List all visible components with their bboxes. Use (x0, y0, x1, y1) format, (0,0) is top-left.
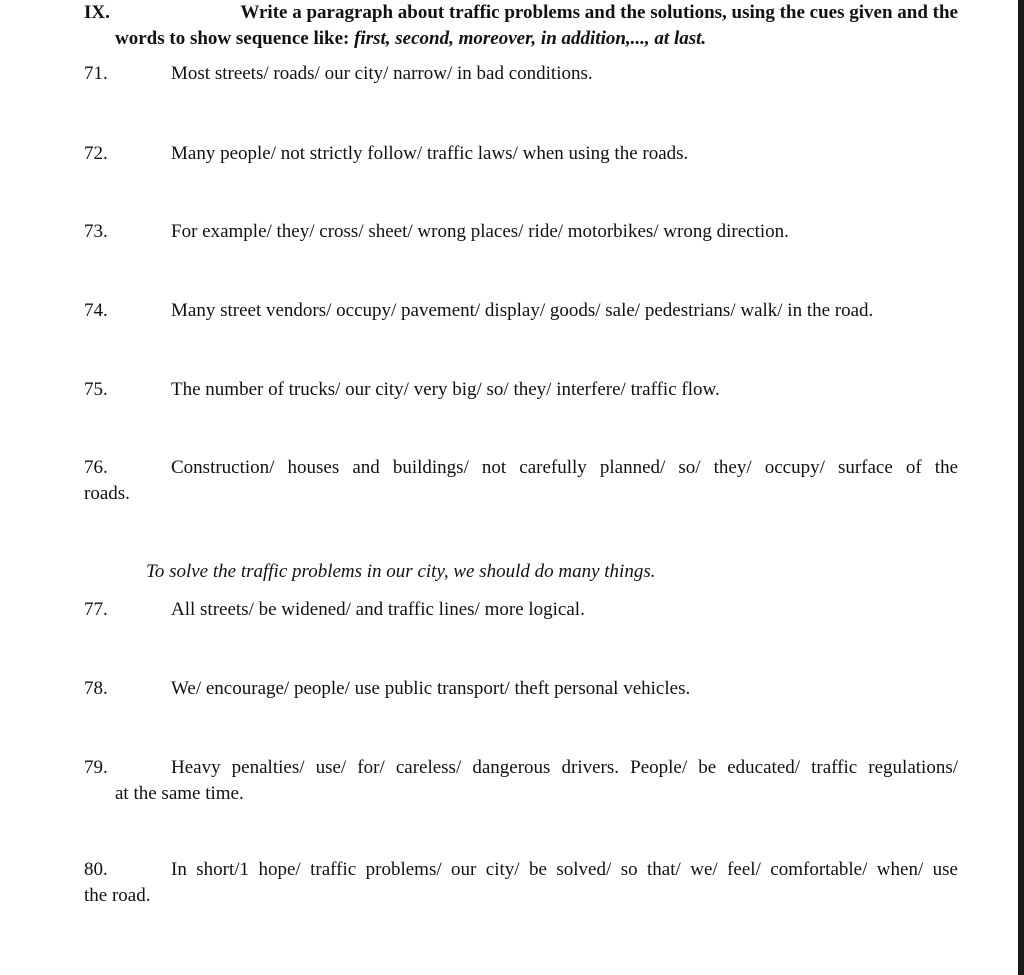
item-text: For example/ they/ cross/ sheet/ wrong places/ ride/ motorbikes/ wrong direction. (171, 221, 789, 242)
item-number: 73. (84, 221, 108, 242)
section-title-line2-prefix: words to show sequence like: (115, 28, 355, 49)
exercise-item-78 (84, 677, 958, 701)
exercise-item-73 (84, 220, 958, 244)
item-number: 74. (84, 300, 108, 321)
item-number: 71. (84, 63, 108, 84)
item-text: We/ encourage/ people/ use public transport/ theft personal vehicles. (171, 678, 691, 699)
exercise-item-72 (84, 142, 958, 166)
page-edge-border (1018, 0, 1024, 975)
item-number: 79. (84, 757, 108, 778)
item-76-continuation: roads. (84, 483, 130, 504)
item-number: 72. (84, 143, 108, 164)
item-80-continuation: the road. (84, 885, 151, 906)
item-79-continuation: at the same time. (115, 783, 244, 804)
exercise-item-80 (84, 858, 958, 882)
sequence-words: first, second, moreover, in addition,..., at last. (354, 28, 707, 49)
item-text: All streets/ be widened/ and traffic lines/ more logical. (171, 599, 585, 620)
exercise-item-71 (84, 62, 958, 86)
item-text: Heavy penalties/ use/ for/ careless/ dangerous drivers. People/ be educated/ traffic regulations/ (171, 757, 958, 778)
item-text: Construction/ houses and buildings/ not carefully planned/ so/ they/ occupy/ surface of the (171, 457, 958, 478)
exercise-item-76 (84, 456, 958, 480)
section-title-line1: Write a paragraph about traffic problems and the solutions, using the cues given and the (240, 2, 958, 23)
item-number: 77. (84, 599, 108, 620)
item-text: Many street vendors/ occupy/ pavement/ display/ goods/ sale/ pedestrians/ walk/ in the road. (171, 300, 874, 321)
exercise-item-79 (84, 756, 958, 780)
transition-sentence: To solve the traffic problems in our city, we should do many things. (146, 561, 656, 582)
section-heading (84, 0, 958, 52)
item-number: 75. (84, 379, 108, 400)
item-number: 76. (84, 457, 108, 478)
item-text: The number of trucks/ our city/ very big/ so/ they/ interfere/ traffic flow. (171, 379, 720, 400)
exercise-item-75 (84, 378, 958, 402)
item-text: In short/1 hope/ traffic problems/ our city/ be solved/ so that/ we/ feel/ comfortable/ when/ use (171, 859, 958, 880)
section-number: IX. (84, 2, 110, 23)
exercise-item-77 (84, 598, 958, 622)
item-text: Most streets/ roads/ our city/ narrow/ in bad conditions. (171, 63, 593, 84)
item-text: Many people/ not strictly follow/ traffic laws/ when using the roads. (171, 143, 689, 164)
item-number: 80. (84, 859, 108, 880)
exercise-item-74 (84, 299, 958, 323)
item-number: 78. (84, 678, 108, 699)
